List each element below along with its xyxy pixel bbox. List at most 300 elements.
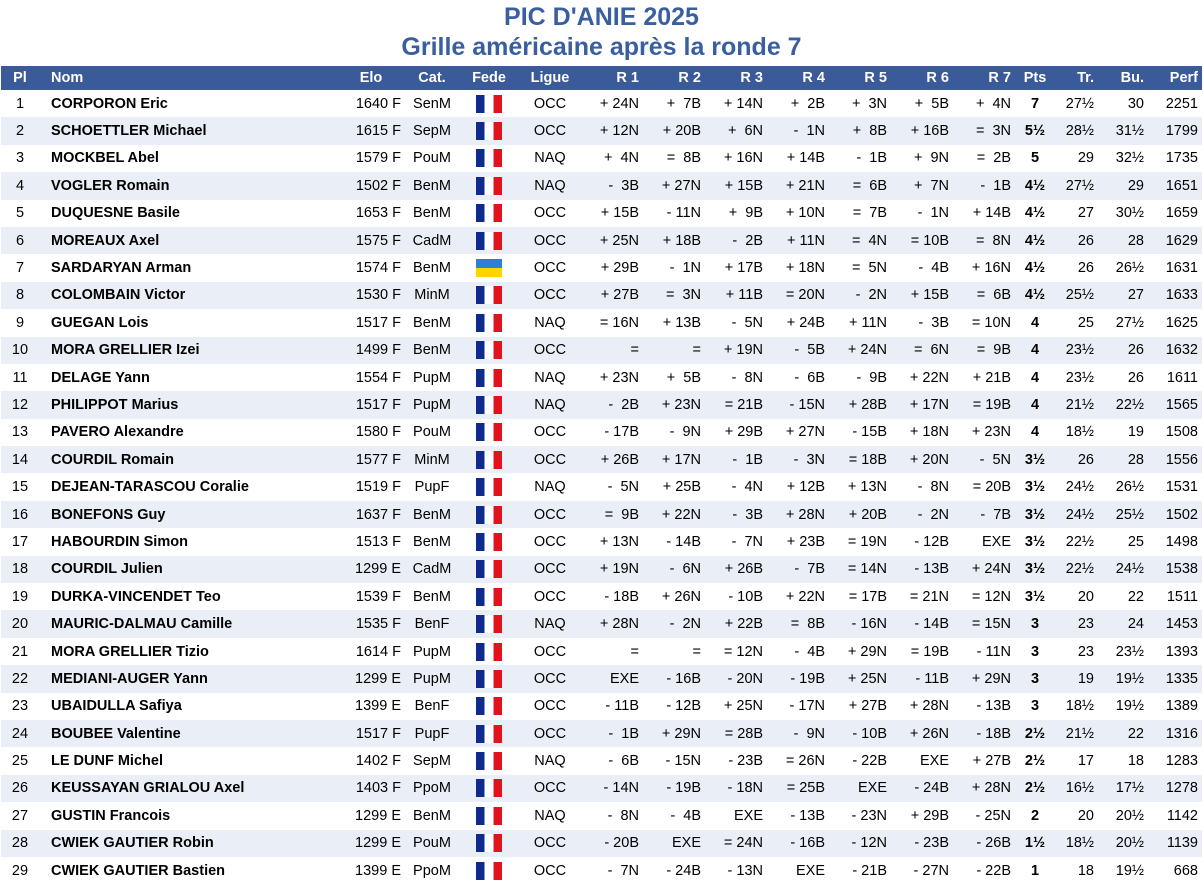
performance-cell: 1283 bbox=[1165, 753, 1198, 770]
table-row bbox=[1, 254, 1202, 281]
player-name: GUSTIN Francois bbox=[51, 807, 171, 824]
round-5-result: + 11N bbox=[848, 314, 887, 331]
round-6-result: = 21N bbox=[909, 588, 949, 605]
round-2-result: - 24B bbox=[666, 862, 701, 879]
elo-cell: 1640 F bbox=[355, 95, 401, 112]
federation-cell bbox=[459, 419, 519, 446]
place-cell: 6 bbox=[1, 227, 39, 254]
round-2-result: EXE bbox=[643, 830, 705, 857]
category-cell: PupM bbox=[413, 369, 451, 386]
tiebreak-bu-cell: 22½ bbox=[1098, 391, 1148, 418]
federation-cell bbox=[459, 720, 519, 747]
league-cell: OCC bbox=[519, 337, 581, 364]
round-7-result: = 9B bbox=[953, 337, 1015, 364]
tiebreak-tr-cell: 25½ bbox=[1055, 282, 1098, 309]
player-name: MAURIC-DALMAU Camille bbox=[39, 610, 337, 637]
table-row bbox=[1, 117, 1202, 144]
flag-france-icon bbox=[476, 423, 502, 441]
category-cell: PouM bbox=[405, 830, 459, 857]
player-name: CORPORON Eric bbox=[51, 95, 168, 112]
flag-france-icon bbox=[476, 149, 502, 167]
category-cell: BenM bbox=[413, 205, 451, 222]
performance-cell: 1389 bbox=[1165, 698, 1198, 715]
round-7-result: + 16N bbox=[971, 260, 1011, 277]
table-row bbox=[1, 501, 1202, 528]
elo-cell: 1402 F bbox=[355, 753, 401, 770]
round-7-result: + 29N bbox=[953, 665, 1015, 692]
player-name: GUEGAN Lois bbox=[51, 314, 149, 331]
category-cell: BenF bbox=[414, 698, 450, 715]
round-1-result: - 8N bbox=[607, 807, 639, 824]
tiebreak-bu-cell: 27 bbox=[1098, 282, 1148, 309]
performance-cell: 1508 bbox=[1165, 424, 1198, 441]
performance-cell: 1538 bbox=[1148, 556, 1202, 583]
round-2-result: + 25B bbox=[662, 479, 701, 496]
category-cell: BenM bbox=[413, 807, 451, 824]
col-header-r5[interactable]: R 5 bbox=[829, 66, 891, 90]
place-cell: 11 bbox=[12, 369, 28, 386]
round-4-result: + 12B bbox=[786, 479, 825, 496]
federation-cell bbox=[459, 830, 519, 857]
col-header-cat[interactable]: Cat. bbox=[405, 66, 459, 90]
round-1-result: - 6B bbox=[608, 753, 639, 770]
round-1-result: + 23N bbox=[599, 369, 639, 386]
tiebreak-tr-cell: 27 bbox=[1077, 205, 1094, 222]
col-header-pts[interactable]: Pts bbox=[1015, 66, 1055, 90]
table-row bbox=[1, 693, 1202, 720]
elo-cell: 1653 F bbox=[355, 205, 401, 222]
performance-cell: 1556 bbox=[1148, 446, 1202, 473]
elo-cell: 1499 F bbox=[337, 337, 405, 364]
round-1-result: - 11B bbox=[605, 698, 639, 715]
tiebreak-tr-cell: 18½ bbox=[1065, 698, 1094, 715]
place-cell: 24 bbox=[1, 720, 39, 747]
tiebreak-bu-cell: 22 bbox=[1127, 588, 1144, 605]
round-2-result: = 8B bbox=[666, 150, 701, 167]
elo-cell: 1577 F bbox=[337, 446, 405, 473]
flag-france-icon bbox=[476, 95, 502, 113]
flag-france-icon bbox=[476, 341, 502, 359]
round-7-result: = 19B bbox=[953, 391, 1015, 418]
page-subtitle: Grille américaine après la ronde 7 bbox=[401, 33, 802, 61]
tiebreak-tr-cell: 22½ bbox=[1065, 533, 1094, 550]
flag-france-icon bbox=[476, 588, 502, 606]
round-4-result: - 3N bbox=[767, 446, 829, 473]
place-cell: 23 bbox=[11, 698, 29, 715]
place-cell: 27 bbox=[11, 807, 29, 824]
col-header-fede[interactable]: Fede bbox=[459, 66, 519, 90]
round-2-result: - 4B bbox=[670, 807, 701, 824]
flag-france-icon bbox=[476, 204, 502, 222]
round-3-result: - 3B bbox=[705, 501, 767, 528]
points-cell: 1 bbox=[1030, 862, 1040, 879]
table-row bbox=[1, 145, 1202, 172]
flag-france-icon bbox=[476, 643, 502, 661]
federation-cell bbox=[459, 528, 519, 555]
table-row bbox=[1, 446, 1202, 473]
elo-cell: 1502 F bbox=[337, 172, 405, 199]
category-cell: BenM bbox=[405, 337, 459, 364]
round-5-result: + 27B bbox=[848, 698, 887, 715]
player-name: KEUSSAYAN GRIALOU Axel bbox=[39, 775, 337, 802]
col-header-pl[interactable]: Pl bbox=[1, 66, 39, 90]
flag-france-icon bbox=[476, 506, 502, 524]
round-3-result: + 6N bbox=[705, 117, 767, 144]
tiebreak-tr-cell: 20 bbox=[1077, 807, 1094, 824]
category-cell: BenM bbox=[413, 260, 451, 277]
round-5-result: - 16N bbox=[829, 610, 891, 637]
col-header-r6[interactable]: R 6 bbox=[891, 66, 953, 90]
table-row bbox=[1, 337, 1202, 364]
tiebreak-bu-cell: 30 bbox=[1127, 95, 1144, 112]
place-cell: 13 bbox=[11, 424, 29, 441]
points-cell: 4 bbox=[1015, 337, 1055, 364]
round-3-result: + 11B bbox=[705, 282, 767, 309]
category-cell: PupM bbox=[405, 665, 459, 692]
league-cell: OCC bbox=[533, 424, 567, 441]
tiebreak-bu-cell: 19 bbox=[1127, 424, 1144, 441]
round-2-result: - 9N bbox=[669, 424, 701, 441]
round-3-result: + 25N bbox=[723, 698, 763, 715]
player-name: HABOURDIN Simon bbox=[51, 533, 188, 550]
league-cell: OCC bbox=[519, 556, 581, 583]
round-3-result: + 14N bbox=[723, 95, 763, 112]
points-cell: 4½ bbox=[1024, 205, 1046, 222]
tiebreak-bu-cell: 26½ bbox=[1115, 260, 1144, 277]
points-cell: 4 bbox=[1030, 369, 1040, 386]
round-3-result: + 26B bbox=[705, 556, 767, 583]
round-2-result: - 14B bbox=[666, 533, 701, 550]
place-cell: 20 bbox=[1, 610, 39, 637]
elo-cell: 1517 F bbox=[355, 314, 401, 331]
federation-cell bbox=[459, 309, 519, 336]
player-name: DELAGE Yann bbox=[51, 369, 150, 386]
col-header-r7[interactable]: R 7 bbox=[953, 66, 1015, 90]
round-3-result: = 24N bbox=[705, 830, 767, 857]
round-7-result: - 11N bbox=[976, 643, 1011, 660]
player-name: SARDARYAN Arman bbox=[51, 260, 192, 277]
round-6-result: + 29B bbox=[910, 807, 949, 824]
performance-cell: 1498 bbox=[1165, 533, 1198, 550]
col-header-ligue[interactable]: Ligue bbox=[519, 66, 581, 90]
round-4-result: + 27N bbox=[785, 424, 825, 441]
elo-cell: 1530 F bbox=[337, 282, 405, 309]
round-6-result: + 26N bbox=[891, 720, 953, 747]
round-2-result: - 2N bbox=[643, 610, 705, 637]
round-2-result: + 29N bbox=[643, 720, 705, 747]
tiebreak-tr-cell: 29 bbox=[1077, 150, 1094, 167]
points-cell: 4½ bbox=[1015, 227, 1055, 254]
points-cell: 4½ bbox=[1015, 172, 1055, 199]
flag-france-icon bbox=[476, 533, 502, 551]
elo-cell: 1637 F bbox=[337, 501, 405, 528]
round-1-result: - 18B bbox=[604, 588, 639, 605]
flag-france-icon bbox=[476, 478, 502, 496]
player-name: DEJEAN-TARASCOU Coralie bbox=[51, 479, 249, 496]
player-name: MORA GRELLIER Izei bbox=[39, 337, 337, 364]
round-2-result: + 22N bbox=[643, 501, 705, 528]
col-header-nom[interactable]: Nom bbox=[39, 66, 337, 90]
round-3-result: + 15B bbox=[705, 172, 767, 199]
flag-france-icon bbox=[476, 560, 502, 578]
federation-cell bbox=[459, 638, 519, 665]
tiebreak-bu-cell: 28 bbox=[1098, 446, 1148, 473]
tiebreak-bu-cell: 19½ bbox=[1098, 665, 1148, 692]
performance-cell: 1625 bbox=[1165, 314, 1198, 331]
round-6-result: - 8N bbox=[917, 479, 949, 496]
round-7-result: - 13B bbox=[976, 698, 1011, 715]
elo-cell: 1299 E bbox=[337, 556, 405, 583]
league-cell: OCC bbox=[519, 446, 581, 473]
tiebreak-bu-cell: 20½ bbox=[1098, 830, 1148, 857]
performance-cell: 1611 bbox=[1166, 369, 1198, 386]
tiebreak-bu-cell: 17½ bbox=[1098, 775, 1148, 802]
league-cell: NAQ bbox=[534, 807, 566, 824]
round-1-result: = bbox=[581, 337, 643, 364]
performance-cell: 1651 bbox=[1148, 172, 1202, 199]
league-cell: OCC bbox=[519, 720, 581, 747]
place-cell: 10 bbox=[1, 337, 39, 364]
table-row bbox=[1, 583, 1202, 610]
tiebreak-tr-cell: 23 bbox=[1055, 610, 1098, 637]
round-3-result: + 9B bbox=[728, 205, 763, 222]
round-6-result: - 24B bbox=[891, 775, 953, 802]
federation-cell bbox=[459, 200, 519, 227]
flag-france-icon bbox=[476, 177, 502, 195]
federation-cell bbox=[459, 145, 519, 172]
elo-cell: 1513 F bbox=[355, 533, 401, 550]
player-name: COLOMBAIN Victor bbox=[39, 282, 337, 309]
tiebreak-bu-cell: 22 bbox=[1098, 720, 1148, 747]
round-5-result: + 28B bbox=[829, 391, 891, 418]
league-cell: OCC bbox=[533, 588, 567, 605]
col-header-elo[interactable]: Elo bbox=[337, 66, 405, 90]
tiebreak-bu-cell: 19½ bbox=[1115, 862, 1144, 879]
round-4-result: - 5B bbox=[767, 337, 829, 364]
tiebreak-bu-cell: 25½ bbox=[1098, 501, 1148, 528]
round-7-result: = 8N bbox=[953, 227, 1015, 254]
place-cell: 12 bbox=[1, 391, 39, 418]
points-cell: 3½ bbox=[1024, 588, 1046, 605]
tiebreak-tr-cell: 26 bbox=[1077, 260, 1094, 277]
points-cell: 3 bbox=[1015, 610, 1055, 637]
table-row bbox=[1, 391, 1202, 418]
place-cell: 19 bbox=[11, 588, 29, 605]
performance-cell: 1631 bbox=[1165, 260, 1198, 277]
federation-cell bbox=[459, 665, 519, 692]
round-4-result: + 22N bbox=[785, 588, 825, 605]
round-6-result: = 10B bbox=[891, 227, 953, 254]
round-4-result: + 24B bbox=[786, 314, 825, 331]
col-header-r4[interactable]: R 4 bbox=[767, 66, 829, 90]
round-3-result: + 22B bbox=[705, 610, 767, 637]
tiebreak-bu-cell: 32½ bbox=[1115, 150, 1144, 167]
round-5-result: = 6B bbox=[829, 172, 891, 199]
tiebreak-bu-cell: 24½ bbox=[1098, 556, 1148, 583]
round-2-result: - 15N bbox=[665, 753, 701, 770]
round-3-result: - 5N bbox=[731, 314, 763, 331]
flag-france-icon bbox=[476, 862, 502, 880]
category-cell: CadM bbox=[405, 556, 459, 583]
col-header-r1[interactable]: R 1 bbox=[581, 66, 643, 90]
round-4-result: - 16B bbox=[767, 830, 829, 857]
col-header-perf[interactable]: Perf bbox=[1148, 66, 1202, 90]
flag-france-icon bbox=[476, 314, 502, 332]
round-6-result: - 11B bbox=[891, 665, 953, 692]
round-4-result: + 11N bbox=[767, 227, 829, 254]
table-row bbox=[1, 802, 1202, 829]
round-7-result: - 18B bbox=[953, 720, 1015, 747]
performance-cell: 1632 bbox=[1148, 337, 1202, 364]
elo-cell: 1299 E bbox=[355, 807, 401, 824]
league-cell: OCC bbox=[533, 643, 567, 660]
federation-cell bbox=[459, 90, 519, 117]
round-3-result: + 17B bbox=[724, 260, 763, 277]
round-6-result: - 27N bbox=[913, 862, 949, 879]
round-2-result: - 12B bbox=[666, 698, 701, 715]
round-2-result: - 16B bbox=[643, 665, 705, 692]
round-4-result: - 13B bbox=[790, 807, 825, 824]
elo-cell: 1535 F bbox=[337, 610, 405, 637]
table-row bbox=[1, 473, 1202, 500]
category-cell: BenM bbox=[413, 533, 451, 550]
round-1-result: + 15B bbox=[600, 205, 639, 222]
round-7-result: - 1B bbox=[953, 172, 1015, 199]
league-cell: OCC bbox=[519, 117, 581, 144]
league-cell: OCC bbox=[519, 282, 581, 309]
round-4-result: + 2B bbox=[790, 95, 825, 112]
player-name: PHILIPPOT Marius bbox=[39, 391, 337, 418]
round-4-result: = 26N bbox=[785, 753, 825, 770]
round-6-result: - 14B bbox=[891, 610, 953, 637]
tiebreak-tr-cell: 23½ bbox=[1055, 337, 1098, 364]
category-cell: SepM bbox=[413, 753, 451, 770]
round-5-result: + 20B bbox=[829, 501, 891, 528]
table-row bbox=[1, 665, 1202, 692]
round-1-result: + 12N bbox=[581, 117, 643, 144]
round-5-result: - 22B bbox=[852, 753, 887, 770]
round-3-result: + 29B bbox=[724, 424, 763, 441]
federation-cell bbox=[459, 172, 519, 199]
round-6-result: + 28N bbox=[909, 698, 949, 715]
table-row bbox=[1, 720, 1202, 747]
round-1-result: = bbox=[630, 643, 639, 660]
performance-cell: 2251 bbox=[1165, 95, 1198, 112]
points-cell: 1½ bbox=[1015, 830, 1055, 857]
performance-cell: 1565 bbox=[1148, 391, 1202, 418]
place-cell: 15 bbox=[11, 479, 29, 496]
round-2-result: - 19B bbox=[643, 775, 705, 802]
place-cell: 9 bbox=[15, 314, 25, 331]
tiebreak-tr-cell: 16½ bbox=[1055, 775, 1098, 802]
league-cell: NAQ bbox=[534, 369, 566, 386]
round-2-result: - 6N bbox=[643, 556, 705, 583]
category-cell: SepM bbox=[405, 117, 459, 144]
round-6-result: = 6N bbox=[891, 337, 953, 364]
player-name: BONEFONS Guy bbox=[39, 501, 337, 528]
round-3-result: - 10B bbox=[728, 588, 763, 605]
category-cell: PpoM bbox=[413, 862, 451, 879]
round-1-result: - 1B bbox=[581, 720, 643, 747]
flag-france-icon bbox=[476, 670, 502, 688]
tiebreak-tr-cell: 18½ bbox=[1055, 830, 1098, 857]
round-6-result: - 1N bbox=[917, 205, 949, 222]
performance-cell: 1142 bbox=[1166, 807, 1198, 824]
place-cell: 4 bbox=[1, 172, 39, 199]
federation-cell bbox=[459, 802, 519, 829]
points-cell: 3½ bbox=[1015, 556, 1055, 583]
round-5-result: - 9B bbox=[856, 369, 887, 386]
league-cell: NAQ bbox=[519, 610, 581, 637]
round-2-result: + 27N bbox=[643, 172, 705, 199]
place-cell: 1 bbox=[15, 95, 25, 112]
round-6-result: + 18N bbox=[909, 424, 949, 441]
round-2-result: = 3N bbox=[643, 282, 705, 309]
col-header-r2[interactable]: R 2 bbox=[643, 66, 705, 90]
round-5-result: - 12N bbox=[829, 830, 891, 857]
round-6-result: - 12B bbox=[914, 533, 949, 550]
performance-cell: 1511 bbox=[1166, 588, 1198, 605]
round-1-result: + 4N bbox=[603, 150, 639, 167]
player-name: SCHOETTLER Michael bbox=[39, 117, 337, 144]
round-6-result: - 4B bbox=[918, 260, 949, 277]
round-5-result: + 13N bbox=[847, 479, 887, 496]
round-1-result: = 16N bbox=[599, 314, 639, 331]
elo-cell: 1614 F bbox=[355, 643, 401, 660]
performance-cell: 1531 bbox=[1165, 479, 1198, 496]
points-cell: 4 bbox=[1030, 424, 1040, 441]
league-cell: OCC bbox=[519, 665, 581, 692]
col-header-r3[interactable]: R 3 bbox=[705, 66, 767, 90]
performance-cell: 1735 bbox=[1165, 150, 1198, 167]
col-header-bu[interactable]: Bu. bbox=[1098, 66, 1148, 90]
federation-cell bbox=[459, 693, 519, 720]
table-row bbox=[1, 200, 1202, 227]
round-6-result: - 23B bbox=[891, 830, 953, 857]
round-3-result: - 1B bbox=[705, 446, 767, 473]
round-7-result: + 27B bbox=[972, 753, 1011, 770]
federation-cell bbox=[459, 747, 519, 774]
round-7-result: + 14B bbox=[972, 205, 1011, 222]
points-cell: 2 bbox=[1030, 807, 1040, 824]
category-cell: PouM bbox=[413, 424, 451, 441]
category-cell: CadM bbox=[405, 227, 459, 254]
points-cell: 3 bbox=[1030, 643, 1040, 660]
elo-cell: 1539 F bbox=[355, 588, 401, 605]
round-7-result: = 10N bbox=[971, 314, 1011, 331]
place-cell: 2 bbox=[1, 117, 39, 144]
player-name: COURDIL Romain bbox=[39, 446, 337, 473]
tiebreak-bu-cell: 29 bbox=[1098, 172, 1148, 199]
player-name: VOGLER Romain bbox=[39, 172, 337, 199]
round-4-result: + 23B bbox=[786, 533, 825, 550]
player-name: BOUBEE Valentine bbox=[39, 720, 337, 747]
round-7-result: EXE bbox=[981, 533, 1011, 550]
round-4-result: = 25B bbox=[767, 775, 829, 802]
player-name: MEDIANI-AUGER Yann bbox=[39, 665, 337, 692]
elo-cell: 1517 F bbox=[337, 391, 405, 418]
category-cell: BenM bbox=[413, 588, 451, 605]
round-6-result: + 9N bbox=[913, 150, 949, 167]
federation-cell bbox=[459, 227, 519, 254]
tiebreak-bu-cell: 25 bbox=[1127, 533, 1144, 550]
elo-cell: 1299 E bbox=[337, 665, 405, 692]
col-header-tr[interactable]: Tr. bbox=[1055, 66, 1098, 90]
flag-france-icon bbox=[476, 779, 502, 797]
round-4-result: - 1N bbox=[767, 117, 829, 144]
league-cell: NAQ bbox=[519, 172, 581, 199]
points-cell: 2½ bbox=[1015, 720, 1055, 747]
